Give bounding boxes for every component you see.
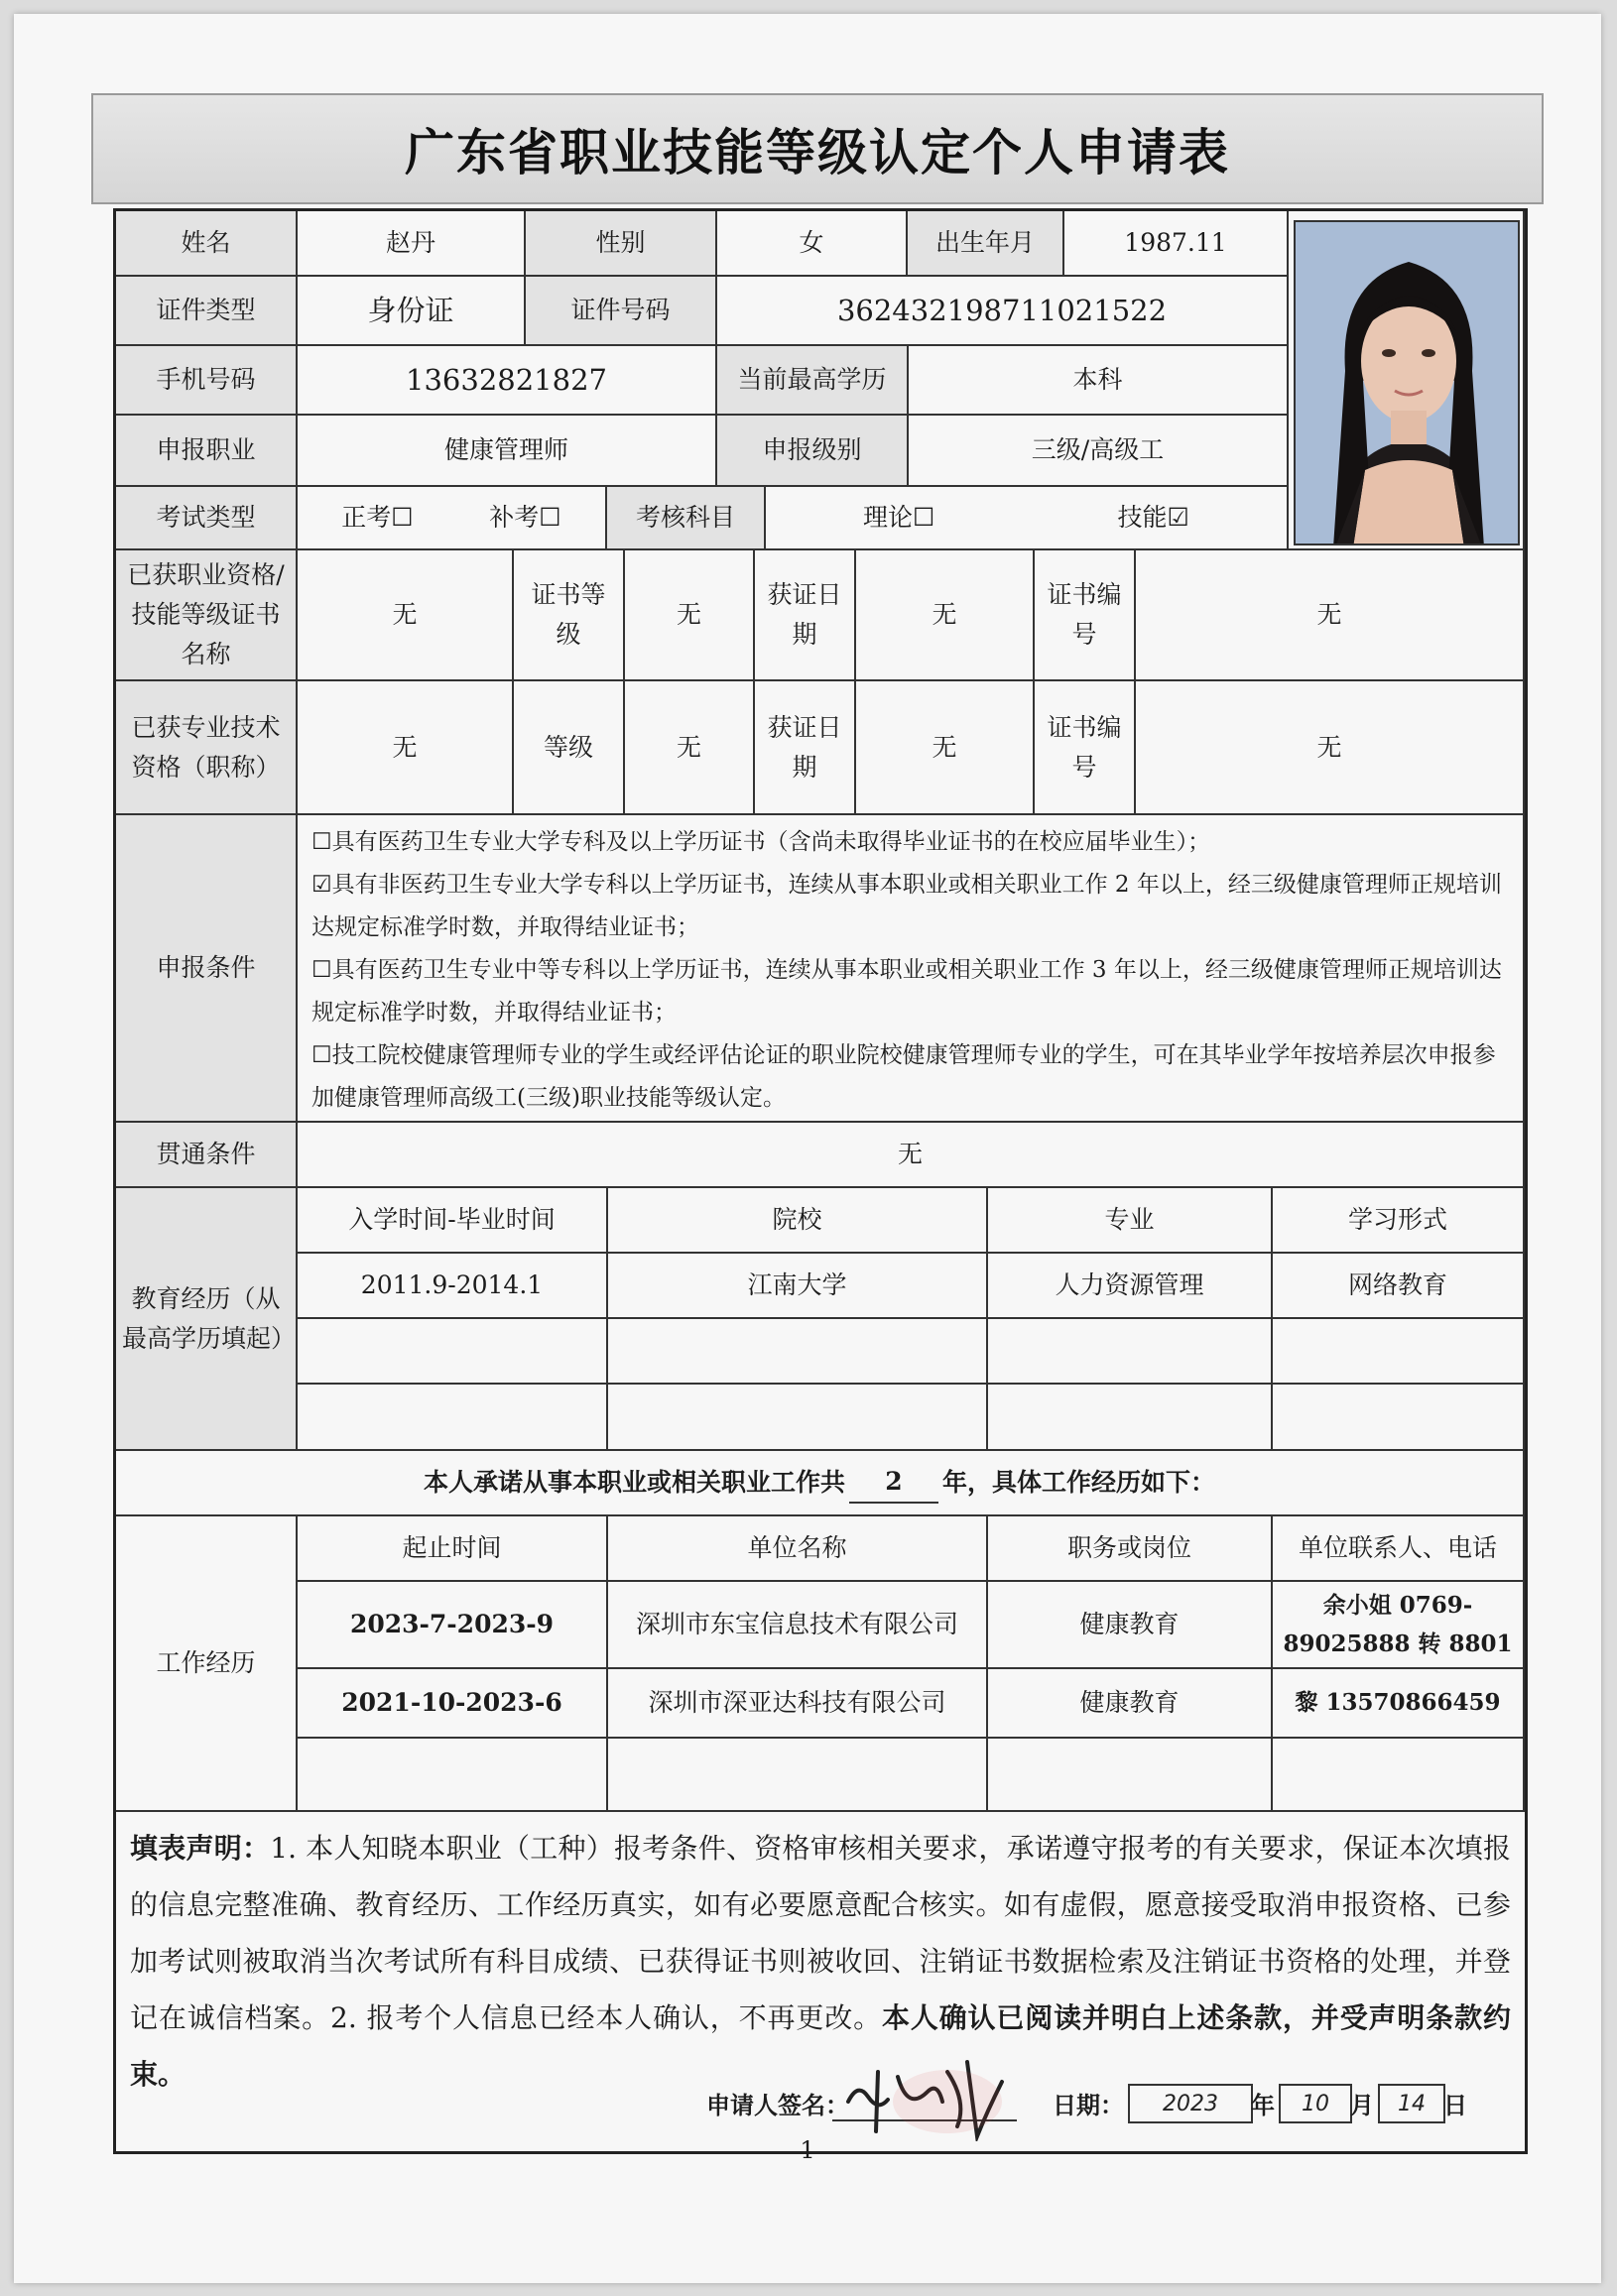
label-tech-date: 获证日期 bbox=[755, 681, 856, 815]
value-phone: 13632821827 bbox=[298, 346, 717, 416]
value-job: 健康管理师 bbox=[298, 416, 717, 487]
date-month-unit: 月 bbox=[1350, 2091, 1374, 2119]
value-gender: 女 bbox=[717, 211, 908, 277]
value-cert-no: 无 bbox=[1136, 550, 1525, 681]
page-number: 1 bbox=[800, 2136, 815, 2164]
value-tech-grade: 无 bbox=[625, 681, 755, 815]
label-job: 申报职业 bbox=[116, 416, 298, 487]
date-label: 日期： bbox=[1053, 2091, 1124, 2119]
applicant-photo bbox=[1294, 220, 1520, 545]
edu-cell: 江南大学 bbox=[608, 1254, 988, 1319]
value-tech-title: 无 bbox=[298, 681, 514, 815]
edu-header: 院校 bbox=[608, 1188, 988, 1254]
work-cell: 余小姐 0769-89025888 转 8801 bbox=[1273, 1582, 1525, 1669]
title-bar bbox=[91, 93, 1544, 204]
label-id-type: 证件类型 bbox=[116, 277, 298, 346]
value-tech-date: 无 bbox=[856, 681, 1035, 815]
label-edu: 当前最高学历 bbox=[717, 346, 909, 416]
work-cell bbox=[1273, 1739, 1525, 1812]
label-cert-grade: 证书等级 bbox=[514, 550, 625, 681]
signature-row bbox=[116, 2068, 1525, 2127]
declaration-text bbox=[118, 1812, 1523, 2111]
work-cell: 深圳市东宝信息技术有限公司 bbox=[608, 1582, 988, 1669]
date-month-box[interactable]: 10 bbox=[1279, 2084, 1352, 2123]
handwritten-signature bbox=[828, 2042, 1017, 2141]
work-commitment bbox=[116, 1451, 1525, 1516]
date-day-box[interactable]: 14 bbox=[1378, 2084, 1445, 2123]
edu-cell bbox=[988, 1385, 1273, 1451]
exam-type-options bbox=[298, 487, 607, 550]
label-cert-date: 获证日期 bbox=[755, 550, 856, 681]
commit-after: 年，具体工作经历如下： bbox=[942, 1468, 1216, 1497]
value-level: 三级/高级工 bbox=[909, 416, 1289, 487]
edu-cell bbox=[298, 1385, 608, 1451]
exam-subject-options bbox=[766, 487, 1289, 550]
label-through: 贯通条件 bbox=[116, 1123, 298, 1188]
label-work: 工作经历 bbox=[116, 1516, 298, 1812]
conditions-list bbox=[298, 815, 1525, 1123]
label-phone: 手机号码 bbox=[116, 346, 298, 416]
subject-skill-checkbox[interactable]: 技能☑ bbox=[1117, 503, 1189, 532]
value-id-no: 362432198711021522 bbox=[717, 277, 1289, 346]
subject-theory-checkbox[interactable]: 理论☐ bbox=[863, 503, 935, 532]
label-tech-grade: 等级 bbox=[514, 681, 625, 815]
label-exam-subject: 考核科目 bbox=[607, 487, 766, 550]
edu-header: 专业 bbox=[988, 1188, 1273, 1254]
label-conditions: 申报条件 bbox=[116, 815, 298, 1123]
edu-cell bbox=[1273, 1319, 1525, 1385]
declaration-emphasis: 本人确认已阅读并明白上述条款，并受声明条款约束。 bbox=[130, 2001, 1511, 2091]
work-cell: 健康教育 bbox=[988, 1582, 1273, 1669]
work-cell bbox=[988, 1739, 1273, 1812]
edu-cell bbox=[988, 1319, 1273, 1385]
condition-item[interactable]: ☑具有非医药卫生专业大学专科以上学历证书，连续从事本职业或相关职业工作 2 年以上，经三级健康管理师正规培训达规定标准学时数，并取得结业证书； bbox=[311, 872, 1502, 940]
work-cell bbox=[298, 1739, 608, 1812]
work-cell: 2021-10-2023-6 bbox=[298, 1669, 608, 1739]
edu-header: 学习形式 bbox=[1273, 1188, 1525, 1254]
edu-header: 入学时间-毕业时间 bbox=[298, 1188, 608, 1254]
page-title: 广东省职业技能等级认定个人申请表 bbox=[405, 124, 1230, 181]
edu-cell bbox=[298, 1319, 608, 1385]
exam-makeup-checkbox[interactable]: 补考☐ bbox=[489, 503, 561, 532]
work-header: 起止时间 bbox=[298, 1516, 608, 1582]
label-tech-title: 已获专业技术资格（职称） bbox=[116, 681, 298, 815]
date-day-unit: 日 bbox=[1443, 2091, 1467, 2119]
value-through: 无 bbox=[298, 1123, 1525, 1188]
value-tech-no: 无 bbox=[1136, 681, 1525, 815]
work-cell bbox=[608, 1739, 988, 1812]
label-birth: 出生年月 bbox=[908, 211, 1064, 277]
label-cert-name: 已获职业资格/技能等级证书名称 bbox=[116, 550, 298, 681]
value-name: 赵丹 bbox=[298, 211, 526, 277]
edu-cell bbox=[1273, 1385, 1525, 1451]
condition-item[interactable]: ☐具有医药卫生专业中等专科以上学历证书，连续从事本职业或相关职业工作 3 年以上，经三级健康管理师正规培训达规定标准学时数，并取得结业证书； bbox=[311, 957, 1502, 1026]
edu-cell: 2011.9-2014.1 bbox=[298, 1254, 608, 1319]
edu-cell bbox=[608, 1385, 988, 1451]
label-education: 教育经历（从最高学历填起） bbox=[116, 1188, 298, 1451]
edu-cell: 网络教育 bbox=[1273, 1254, 1525, 1319]
work-cell: 黎 13570866459 bbox=[1273, 1669, 1525, 1739]
declaration-lead: 填表声明： bbox=[130, 1832, 271, 1865]
condition-item[interactable]: ☐技工院校健康管理师专业的学生或经评估论证的职业院校健康管理师专业的学生，可在其毕业学年按培养层次申报参加健康管理师高级工(三级)职业技能等级认定。 bbox=[311, 1042, 1496, 1111]
value-birth: 1987.11 bbox=[1064, 211, 1289, 277]
edu-cell bbox=[608, 1319, 988, 1385]
value-id-type: 身份证 bbox=[298, 277, 526, 346]
work-cell: 2023-7-2023-9 bbox=[298, 1582, 608, 1669]
value-edu: 本科 bbox=[909, 346, 1289, 416]
label-cert-no: 证书编号 bbox=[1035, 550, 1136, 681]
commit-years: 2 bbox=[849, 1462, 938, 1504]
value-cert-grade: 无 bbox=[625, 550, 755, 681]
condition-item[interactable]: ☐具有医药卫生专业大学专科及以上学历证书（含尚未取得毕业证书的在校应届毕业生）； bbox=[311, 829, 1211, 855]
date-year-box[interactable]: 2023 bbox=[1128, 2084, 1253, 2123]
commit-before: 本人承诺从事本职业或相关职业工作共 bbox=[423, 1468, 845, 1497]
paper-sheet bbox=[14, 14, 1601, 2283]
work-cell: 深圳市深亚达科技有限公司 bbox=[608, 1669, 988, 1739]
work-header: 单位联系人、电话 bbox=[1273, 1516, 1525, 1582]
label-exam-type: 考试类型 bbox=[116, 487, 298, 550]
edu-cell: 人力资源管理 bbox=[988, 1254, 1273, 1319]
value-cert-name: 无 bbox=[298, 550, 514, 681]
date-year-unit: 年 bbox=[1251, 2091, 1275, 2119]
label-tech-no: 证书编号 bbox=[1035, 681, 1136, 815]
work-header: 职务或岗位 bbox=[988, 1516, 1273, 1582]
label-id-no: 证件号码 bbox=[526, 277, 717, 346]
exam-regular-checkbox[interactable]: 正考☐ bbox=[341, 503, 414, 532]
label-level: 申报级别 bbox=[717, 416, 909, 487]
work-header: 单位名称 bbox=[608, 1516, 988, 1582]
label-gender: 性别 bbox=[526, 211, 717, 277]
work-cell: 健康教育 bbox=[988, 1669, 1273, 1739]
value-cert-date: 无 bbox=[856, 550, 1035, 681]
label-name: 姓名 bbox=[116, 211, 298, 277]
declaration-body: 1. 本人知晓本职业（工种）报考条件、资格审核相关要求，承诺遵守报考的有关要求，保证本次填报的信息完整准确、教育经历、工作经历真实，如有必要愿意配合核实。如有虚假，愿意接受取消申报资格、已参加考试则被取消当次考试所有科目成绩、已获得证书则被收回、注销证书数据检索及注销证书资格的处理，并登记在诚信档案。2. 报考个人信息已经本人确认，不再更改。 bbox=[130, 1832, 1511, 2034]
signature-label: 申请人签名： bbox=[706, 2091, 849, 2119]
